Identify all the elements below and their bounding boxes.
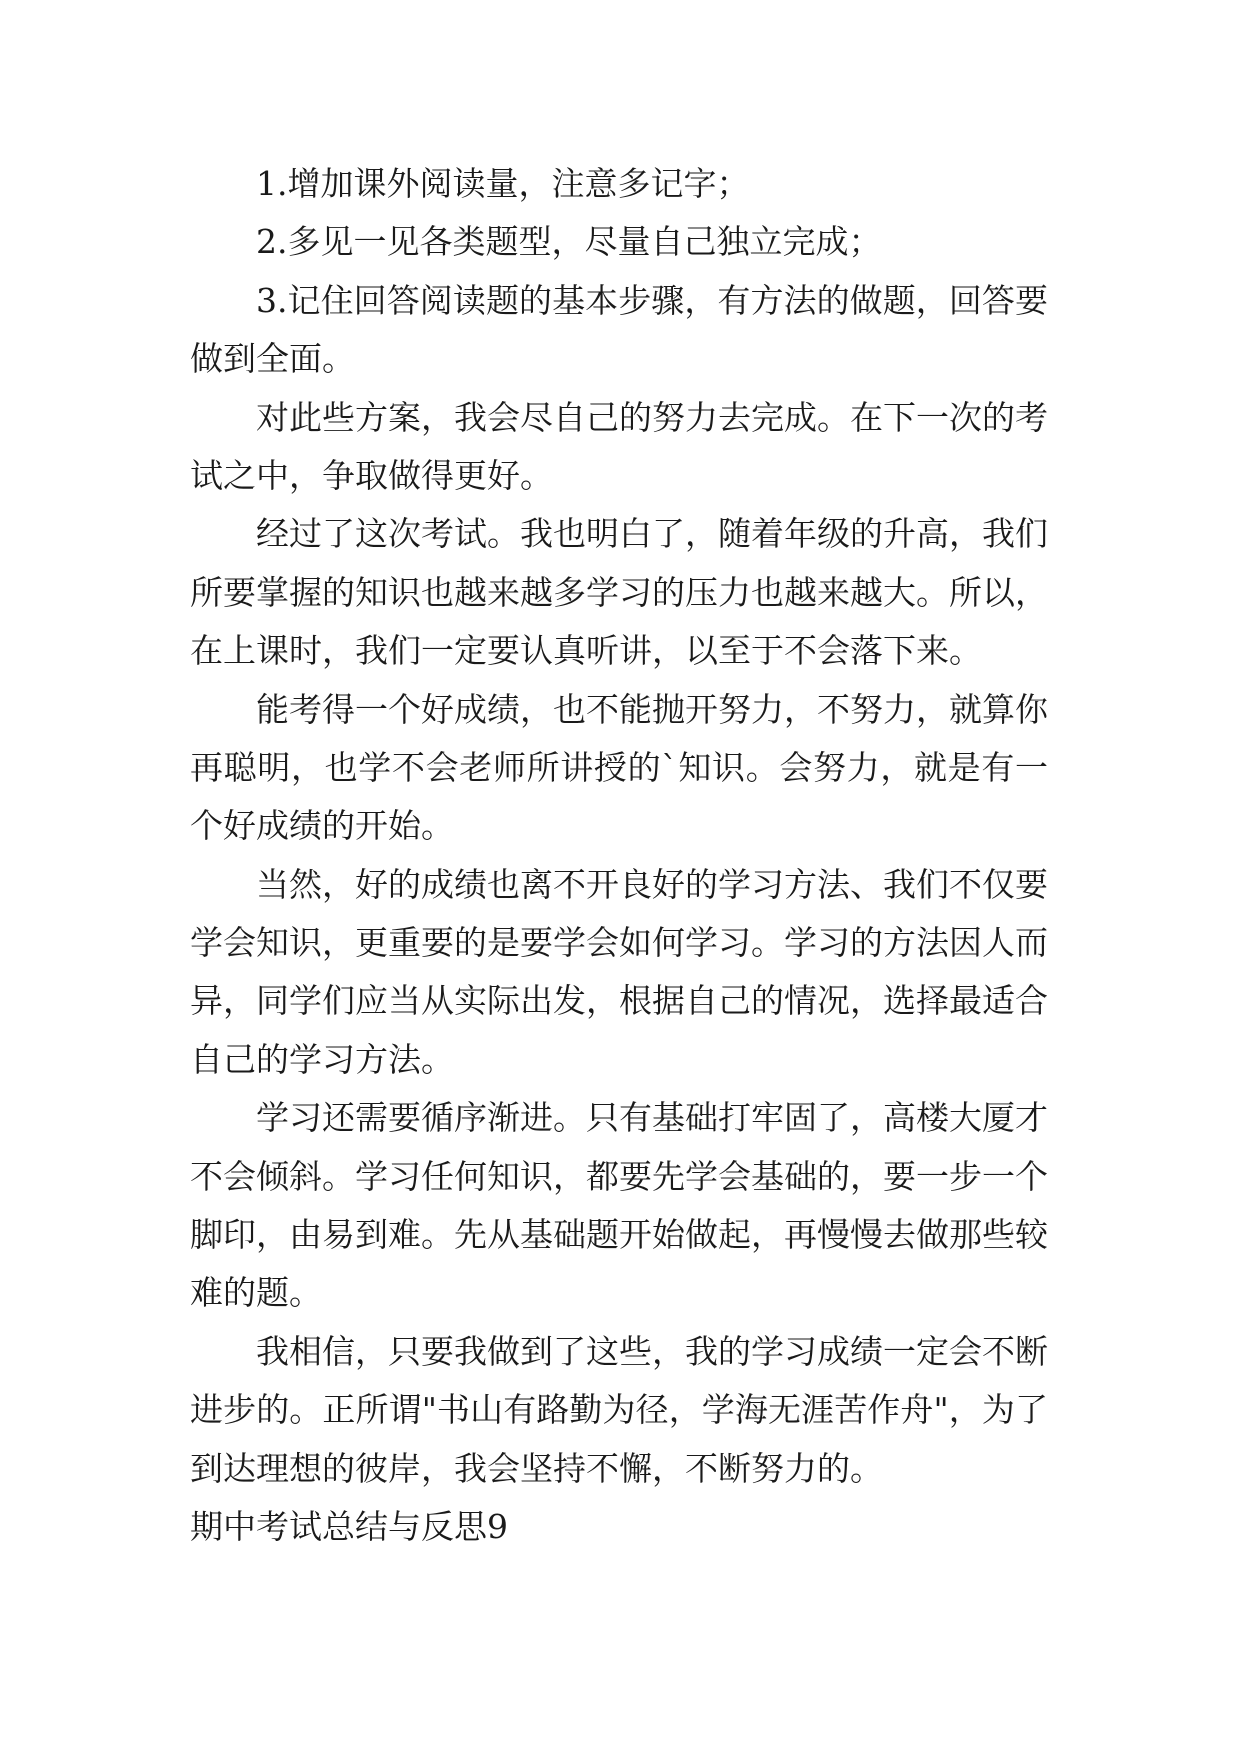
text-line: 试之中，争取做得更好。 bbox=[190, 455, 553, 495]
text-column bbox=[190, 155, 1048, 1556]
paragraph bbox=[190, 856, 1048, 1090]
paragraph bbox=[190, 681, 1048, 856]
paragraph bbox=[190, 389, 1048, 506]
paragraph bbox=[190, 155, 1048, 213]
text-line: 经过了这次考试。我也明白了，随着年级的升高，我们 bbox=[256, 514, 1048, 554]
text-line: 能考得一个好成绩，也不能抛开努力，不努力，就算你 bbox=[256, 689, 1048, 729]
text-line: 当然，好的成绩也离不开良好的学习方法、我们不仅要 bbox=[256, 864, 1048, 904]
text-line: 2.多见一见各类题型，尽量自己独立完成； bbox=[256, 222, 882, 262]
text-line: 个好成绩的开始。 bbox=[190, 806, 454, 846]
text-line: 学习还需要循序渐进。只有基础打牢固了，高楼大厦才 bbox=[256, 1098, 1048, 1138]
text-line: 做到全面。 bbox=[190, 339, 355, 379]
text-line: 1.增加课外阅读量，注意多记字； bbox=[256, 164, 750, 203]
text-line: 我相信，只要我做到了这些，我的学习成绩一定会不断 bbox=[256, 1331, 1048, 1371]
text-line: 在上课时，我们一定要认真听讲，以至于不会落下来。 bbox=[190, 631, 982, 671]
text-line: 自己的学习方法。 bbox=[190, 1039, 454, 1079]
paragraph bbox=[190, 272, 1048, 389]
text-line: 脚印，由易到难。先从基础题开始做起，再慢慢去做那些较 bbox=[190, 1215, 1048, 1255]
text-line: 3.记住回答阅读题的基本步骤，有方法的做题，回答要 bbox=[256, 280, 1048, 320]
text-line: 再聪明，也学不会老师所讲授的`知识。会努力，就是有一 bbox=[190, 747, 1048, 787]
paragraph bbox=[190, 505, 1048, 680]
text-line: 所要掌握的知识也越来越多学习的压力也越来越大。所以， bbox=[190, 572, 1048, 612]
text-line: 对此些方案，我会尽自己的努力去完成。在下一次的考 bbox=[256, 397, 1048, 437]
paragraph bbox=[190, 213, 1048, 271]
paragraph bbox=[190, 1089, 1048, 1323]
paragraph bbox=[190, 1323, 1048, 1498]
text-line: 异，同学们应当从实际出发，根据自己的情况，选择最适合 bbox=[190, 981, 1048, 1021]
text-line: 学会知识，更重要的是要学会如何学习。学习的方法因人而 bbox=[190, 923, 1048, 963]
text-line: 到达理想的彼岸，我会坚持不懈，不断努力的。 bbox=[190, 1448, 883, 1488]
text-line: 不会倾斜。学习任何知识，都要先学会基础的，要一步一个 bbox=[190, 1156, 1048, 1196]
text-line: 进步的。正所谓"书山有路勤为径，学海无涯苦作舟"，为了 bbox=[190, 1390, 1048, 1430]
text-line: 难的题。 bbox=[190, 1273, 322, 1313]
section-heading: 期中考试总结与反思9 bbox=[190, 1506, 508, 1546]
